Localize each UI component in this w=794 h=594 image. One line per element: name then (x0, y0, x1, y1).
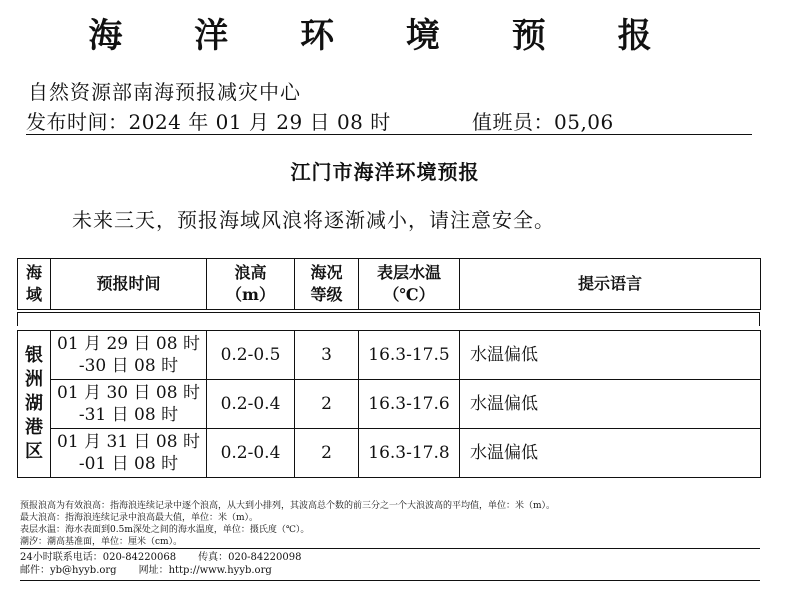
forecast-summary: 未来三天，预报海域风浪将逐渐减小，请注意安全。 (72, 208, 555, 232)
wave-height: 0.2-0.5 (207, 331, 295, 380)
duty-officer: 值班员：05,06 (472, 110, 614, 134)
forecast-table-header (17, 258, 761, 310)
area-char: 区 (25, 441, 43, 462)
area-char: 洲 (25, 369, 43, 390)
tip-text: 水温偏低 (460, 429, 761, 478)
header-sea-line2: 等级 (310, 285, 343, 304)
contact-footer (20, 548, 760, 581)
note-water-temp: 表层水温：海水表面到0.5m深处之间的海水温度，单位：摄氏度（℃）。 (20, 525, 310, 535)
document-title: 海 洋 环 境 预 报 (88, 16, 682, 56)
header-sea-state (295, 259, 359, 310)
header-wave-line1: 浪高 (234, 263, 267, 282)
forecast-time (51, 429, 207, 478)
definition-notes (20, 500, 760, 548)
area-char: 银 (25, 345, 43, 366)
tip-text: 水温偏低 (460, 380, 761, 429)
tip-text: 水温偏低 (460, 331, 761, 380)
contact-fax: 传真：020-84220098 (198, 552, 302, 563)
header-sea-line1: 海况 (310, 263, 343, 282)
contact-email[interactable]: 邮件：yb@hyyb.org (20, 565, 117, 576)
sea-state: 2 (295, 380, 359, 429)
water-temp: 16.3-17.5 (359, 331, 460, 380)
header-time: 预报时间 (51, 259, 207, 310)
water-temp: 16.3-17.6 (359, 380, 460, 429)
table-row (18, 380, 761, 429)
wave-height: 0.2-0.4 (207, 380, 295, 429)
contact-website[interactable]: 网址：http://www.hyyb.org (138, 565, 272, 576)
header-area (18, 259, 51, 310)
header-temp (359, 259, 460, 310)
publish-time: 发布时间：2024 年 01 月 29 日 08 时 (26, 110, 391, 134)
area-char: 湖 (25, 393, 43, 414)
forecast-time (51, 331, 207, 380)
time-line2: -01 日 08 时 (78, 454, 179, 474)
forecast-table-body (17, 330, 761, 478)
table-row (18, 331, 761, 380)
note-max-wave: 最大浪高：指海浪连续记录中浪高最大值，单位：米（m）。 (20, 513, 259, 523)
time-line1: 01 月 30 日 08 时 (57, 383, 200, 403)
sea-state: 2 (295, 429, 359, 478)
header-tip: 提示语言 (460, 259, 761, 310)
contact-line2 (20, 564, 760, 581)
note-wave-height: 预报浪高为有效浪高：指海浪连续记录中逐个浪高，从大到小排列，其波高总个数的前三分之一个大浪波高的平均值，单位：米（m）。 (20, 501, 556, 511)
wave-height: 0.2-0.4 (207, 429, 295, 478)
time-line1: 01 月 31 日 08 时 (57, 432, 200, 452)
header-area-label: 海域 (25, 263, 42, 304)
table-spacer (17, 312, 760, 326)
note-tide: 潮汐：潮高基准面，单位：厘米（cm）。 (20, 537, 183, 547)
water-temp: 16.3-17.8 (359, 429, 460, 478)
contact-line1 (20, 551, 760, 564)
forecast-time (51, 380, 207, 429)
time-line2: -31 日 08 时 (78, 405, 179, 425)
header-temp-line2: （℃） (383, 285, 435, 304)
contact-phone: 24小时联系电话：020-84220068 (20, 552, 177, 563)
header-wave (207, 259, 295, 310)
publish-info-row (26, 106, 752, 135)
header-wave-line2: （m） (226, 285, 275, 304)
table-header-row (18, 259, 761, 310)
header-temp-line1: 表层水温 (376, 263, 441, 282)
time-line2: -30 日 08 时 (78, 356, 179, 376)
sea-state: 3 (295, 331, 359, 380)
area-char: 港 (25, 417, 43, 438)
time-line1: 01 月 29 日 08 时 (57, 334, 200, 354)
table-row (18, 429, 761, 478)
area-name (18, 331, 51, 478)
issuing-organization: 自然资源部南海预报减灾中心 (28, 80, 301, 104)
forecast-subtitle: 江门市海洋环境预报 (290, 160, 480, 184)
